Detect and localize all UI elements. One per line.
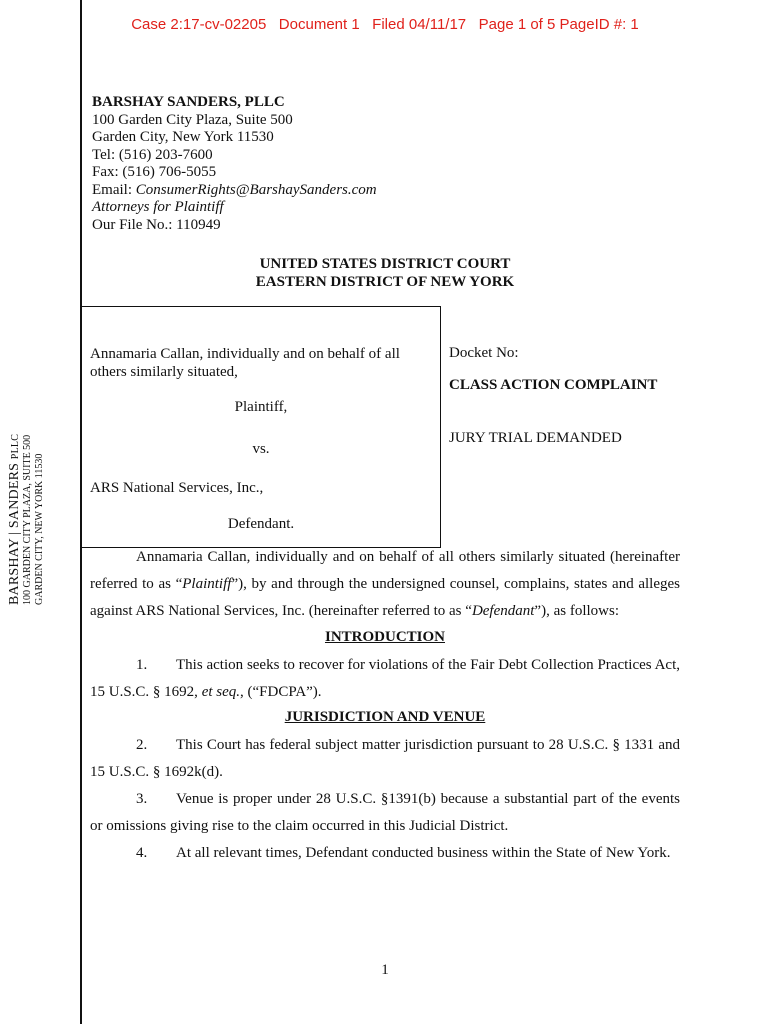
caption-defendant: ARS National Services, Inc., bbox=[90, 480, 264, 496]
paragraph-1-text-b: , (“FDCPA”). bbox=[240, 684, 322, 700]
complaint-title: CLASS ACTION COMPLAINT bbox=[449, 377, 658, 393]
firm-fax: Fax: (516) 706-5055 bbox=[92, 164, 217, 180]
paragraph-3 bbox=[90, 786, 680, 840]
paragraph-3-number: 3. bbox=[136, 791, 148, 807]
firm-address2: Garden City, New York 11530 bbox=[92, 129, 274, 145]
sidebar-firm-name bbox=[8, 434, 22, 605]
sidebar-firm-block bbox=[8, 434, 45, 605]
case-header-stamp: Case 2:17-cv-02205 Document 1 Filed 04/11/17 Page 1 of 5 PageID #: 1 bbox=[131, 16, 639, 33]
firm-email: ConsumerRights@BarshaySanders.com bbox=[135, 181, 377, 198]
intro-text-c: ”), as follows: bbox=[534, 603, 619, 619]
caption-vs: vs. bbox=[252, 441, 270, 457]
paragraph-4 bbox=[90, 840, 680, 867]
firm-name: BARSHAY SANDERS, PLLC bbox=[92, 94, 285, 110]
paragraph-1-text-a: This action seeks to recover for violations of the Fair Debt Collection Practices Act, 15 U.S.C. § 1692, bbox=[90, 657, 680, 700]
paragraph-4-text: At all relevant times, Defendant conducted business within the State of New York. bbox=[176, 845, 671, 861]
heading-jurisdiction: JURISDICTION AND VENUE bbox=[284, 709, 486, 725]
firm-attorneys: Attorneys for Plaintiff bbox=[92, 199, 224, 215]
paragraph-3-text: Venue is proper under 28 U.S.C. §1391(b) because a substantial part of the events or omissions giving rise to the claim occurred in this Judicial District. bbox=[90, 791, 680, 834]
paragraph-2-text: This Court has federal subject matter jurisdiction pursuant to 28 U.S.C. § 1331 and 15 U.S.C. § 1692k(d). bbox=[90, 737, 680, 780]
sidebar-address: 100 GARDEN CITY PLAZA, SUITE 500 bbox=[22, 434, 33, 605]
court-heading bbox=[0, 255, 770, 291]
caption-defendant-label: Defendant. bbox=[227, 516, 295, 532]
court-line1: UNITED STATES DISTRICT COURT bbox=[259, 256, 511, 272]
jury-demand: JURY TRIAL DEMANDED bbox=[449, 430, 622, 446]
firm-email-line bbox=[92, 182, 377, 200]
intro-paragraph bbox=[90, 544, 680, 625]
firm-file-no: Our File No.: 110949 bbox=[92, 216, 221, 233]
paragraph-2 bbox=[90, 732, 680, 786]
caption-plaintiff: Annamaria Callan, individually and on behalf of all others similarly situated, bbox=[90, 346, 400, 380]
docket-label: Docket No: bbox=[449, 345, 519, 361]
sidebar-firm-suffix: PLLC bbox=[10, 433, 21, 460]
firm-tel: Tel: (516) 203-7600 bbox=[92, 146, 213, 163]
paragraph-2-number: 2. bbox=[136, 737, 148, 753]
firm-email-label: Email: bbox=[92, 181, 136, 198]
sidebar-firm-main: BARSHAY | SANDERS bbox=[7, 462, 22, 605]
paragraph-1 bbox=[90, 652, 680, 706]
firm-info-block bbox=[92, 94, 377, 234]
paragraph-1-number: 1. bbox=[136, 657, 148, 673]
heading-introduction: INTRODUCTION bbox=[324, 629, 445, 645]
court-line2: EASTERN DISTRICT OF NEW YORK bbox=[255, 274, 515, 290]
caption-box bbox=[82, 306, 441, 548]
page-number: 1 bbox=[381, 962, 389, 978]
paragraph-4-number: 4. bbox=[136, 845, 148, 861]
caption-plaintiff-label: Plaintiff, bbox=[234, 399, 288, 415]
sidebar-city: GARDEN CITY, NEW YORK 11530 bbox=[34, 453, 45, 605]
firm-address1: 100 Garden City Plaza, Suite 500 bbox=[92, 111, 293, 128]
intro-plaintiff-term: Plaintiff bbox=[182, 576, 232, 592]
intro-defendant-term: Defendant bbox=[471, 603, 535, 619]
intro-text-a: Annamaria Callan, individually and on behalf of all others similarly situated (hereinafter referred to as “ bbox=[90, 549, 680, 592]
paragraph-1-etseq: et seq. bbox=[201, 684, 241, 700]
intro-text-b: ”), by and through the undersigned counsel, complains, states and alleges against ARS National Services, Inc. (hereinafter referred to as “ bbox=[90, 576, 681, 619]
